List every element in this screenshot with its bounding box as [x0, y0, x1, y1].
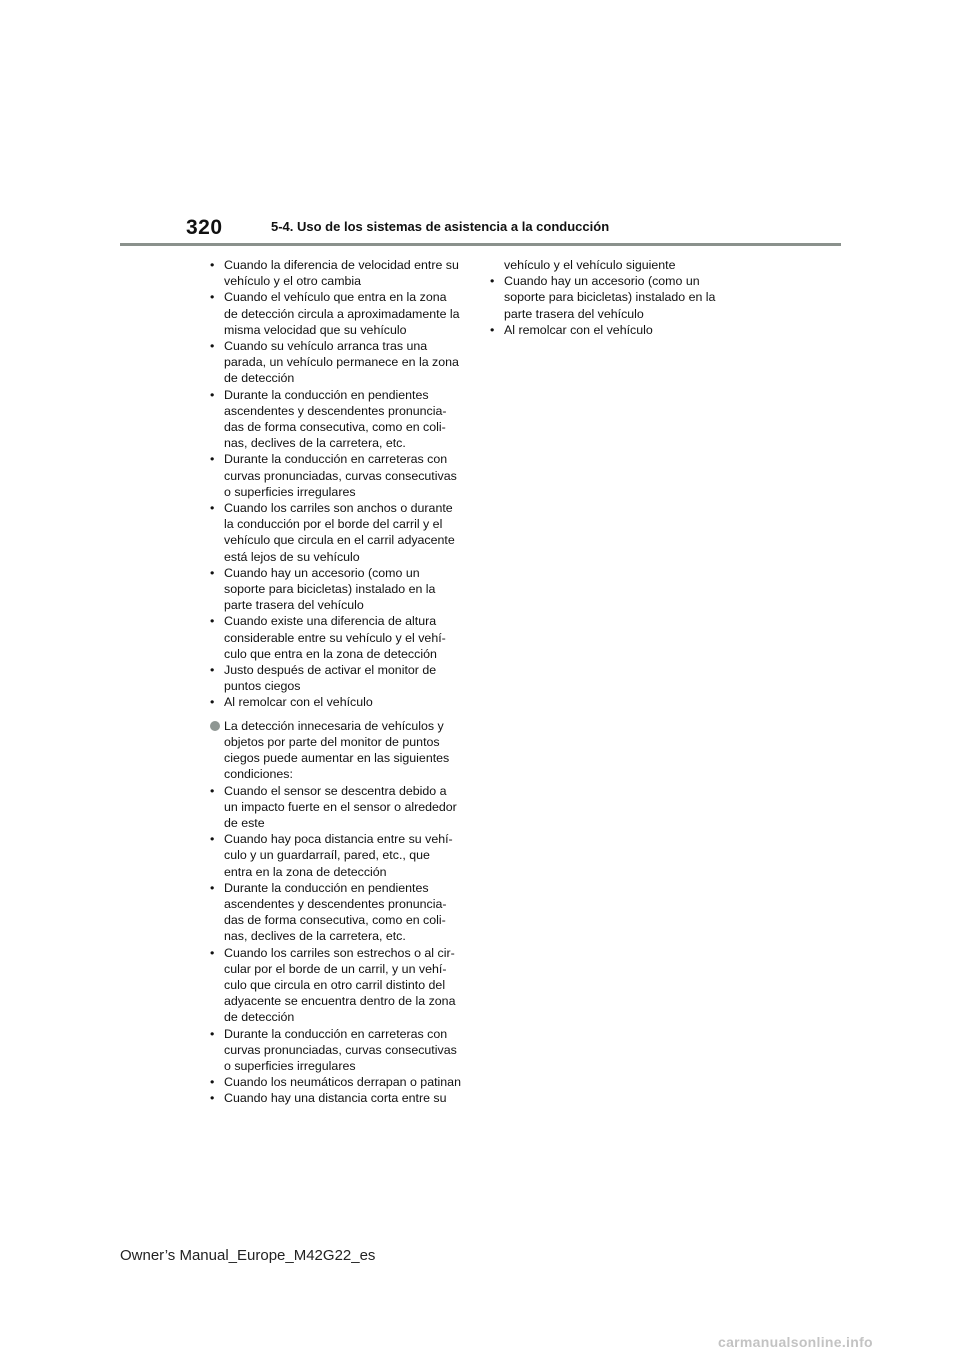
text-line: parte trasera del vehículo: [224, 598, 364, 613]
text-line: Cuando hay una distancia corta entre su: [224, 1091, 447, 1106]
list-item: [210, 451, 472, 500]
text-line: nas, declives de la carretera, etc.: [224, 436, 406, 451]
bullet-icon: •: [490, 322, 495, 337]
text-line: das de forma consecutiva, como en coli-: [224, 913, 446, 928]
text-line: cular por el borde de un carril, y un vehí-: [224, 961, 447, 976]
text-line: condiciones:: [224, 767, 293, 782]
left-column: [210, 257, 472, 1107]
text-line: Durante la conducción en pendientes: [224, 387, 429, 402]
text-line: objetos por parte del monitor de puntos: [224, 734, 440, 749]
text-line: parada, un vehículo permanece en la zona: [224, 355, 459, 370]
text-line: Cuando el vehículo que entra en la zona: [224, 290, 447, 305]
text-line: Al remolcar con el vehículo: [224, 695, 373, 710]
text-line: de detección circula a aproximadamente la: [224, 306, 460, 321]
list-item: [210, 613, 472, 662]
bullet-icon: •: [210, 880, 215, 895]
text-line: culo y un guardarraíl, pared, etc., que: [224, 848, 430, 863]
bullet-icon: •: [210, 290, 215, 305]
text-line: Cuando hay un accesorio (como un: [224, 565, 420, 580]
section-title: 5-4. Uso de los sistemas de asistencia a la conducción: [271, 219, 610, 234]
text-line: parte trasera del vehículo: [504, 306, 644, 321]
bullet-icon: •: [210, 614, 215, 629]
bullet-icon: •: [210, 783, 215, 798]
text-line: puntos ciegos: [224, 679, 301, 694]
list-item: [210, 1026, 472, 1075]
list-item: [210, 1074, 472, 1090]
list-item: [210, 945, 472, 1026]
list-item: [210, 694, 472, 710]
right-column: [490, 257, 752, 338]
text-line: soporte para bicicletas) instalado en la: [504, 290, 716, 305]
text-line: Cuando existe una diferencia de altura: [224, 614, 437, 629]
text-line: Cuando hay un accesorio (como un: [504, 274, 700, 289]
text-line: curvas pronunciadas, curvas consecutivas: [224, 1042, 457, 1057]
text-line: Durante la conducción en pendientes: [224, 880, 429, 895]
bullet-list: [210, 783, 472, 1107]
list-item: [210, 500, 472, 565]
text-line: La detección innecesaria de vehículos y: [224, 718, 444, 733]
text-line: Cuando los carriles son anchos o durante: [224, 501, 453, 516]
bullet-icon: •: [210, 695, 215, 710]
text-line: está lejos de su vehículo: [224, 549, 360, 564]
text-line: culo que entra en la zona de detección: [224, 646, 437, 661]
text-line: Durante la conducción en carreteras con: [224, 1026, 448, 1041]
intro-text: [224, 718, 472, 783]
text-line: culo que circula en otro carril distinto del: [224, 977, 446, 992]
list-item: [210, 565, 472, 614]
text-line: das de forma consecutiva, como en coli-: [224, 420, 446, 435]
text-line: de detección: [224, 371, 295, 386]
list-item: [210, 387, 472, 452]
text-line: vehículo y el otro cambia: [224, 274, 362, 289]
bullet-icon: •: [210, 258, 215, 272]
text-line: Cuando hay poca distancia entre su vehí-: [224, 832, 453, 847]
bullet-icon: •: [210, 663, 215, 678]
list-item: [490, 322, 752, 338]
text-line: ciegos puede aumentar en las siguientes: [224, 751, 450, 766]
circle-bullet-icon: [210, 721, 220, 731]
list-item: [210, 1090, 472, 1106]
text-line: adyacente se encuentra dentro de la zona: [224, 994, 456, 1009]
text-line: considerable entre su vehículo y el vehí-: [224, 630, 446, 645]
bullet-icon: •: [210, 387, 215, 402]
text-line: misma velocidad que su vehículo: [224, 322, 407, 337]
text-line: de detección: [224, 1010, 295, 1025]
bullet-icon: •: [210, 452, 215, 467]
intro-paragraph: [210, 718, 472, 783]
text-line: Al remolcar con el vehículo: [504, 322, 653, 337]
text-line: Cuando los neumáticos derrapan o patinan: [224, 1075, 461, 1090]
text-line: la conducción por el borde del carril y el: [224, 517, 443, 532]
text-line: vehículo y el vehículo siguiente: [504, 258, 676, 272]
list-item: [210, 662, 472, 694]
list-item: [210, 783, 472, 832]
bullet-list: [490, 273, 752, 338]
text-line: Cuando el sensor se descentra debido a: [224, 783, 447, 798]
list-item: [210, 338, 472, 387]
text-line: ascendentes y descendentes pronuncia-: [224, 403, 447, 418]
bullet-icon: •: [210, 945, 215, 960]
bullet-icon: •: [210, 1026, 215, 1041]
watermark-text: carmanualsonline.info: [718, 1334, 873, 1350]
list-item: [490, 273, 752, 322]
header-divider: [120, 243, 841, 246]
text-line: un impacto fuerte en el sensor o alrededor: [224, 799, 457, 814]
text-line: vehículo que circula en el carril adyacente: [224, 533, 455, 548]
text-line: Cuando su vehículo arranca tras una: [224, 339, 428, 354]
bullet-icon: •: [210, 1091, 215, 1106]
bullet-icon: •: [210, 501, 215, 516]
bullet-icon: •: [210, 1075, 215, 1090]
text-line: curvas pronunciadas, curvas consecutivas: [224, 468, 457, 483]
text-line: ascendentes y descendentes pronuncia-: [224, 896, 447, 911]
text-line: de este: [224, 815, 265, 830]
list-item: [210, 831, 472, 880]
text-line: Durante la conducción en carreteras con: [224, 452, 448, 467]
continued-text: [490, 257, 752, 273]
list-item: [210, 880, 472, 945]
text-line: Cuando la diferencia de velocidad entre su: [224, 258, 459, 272]
text-line: o superficies irregulares: [224, 1058, 356, 1073]
list-item: [210, 289, 472, 338]
text-line: nas, declives de la carretera, etc.: [224, 929, 406, 944]
bullet-icon: •: [210, 565, 215, 580]
footer-text: Owner’s Manual_Europe_M42G22_es: [120, 1247, 376, 1264]
bullet-icon: •: [210, 339, 215, 354]
bullet-icon: •: [490, 274, 495, 289]
bullet-list: [210, 257, 472, 711]
text-line: Justo después de activar el monitor de: [224, 663, 437, 678]
bullet-icon: •: [210, 832, 215, 847]
text-line: entra en la zona de detección: [224, 864, 387, 879]
list-item: [210, 257, 472, 289]
text-line: soporte para bicicletas) instalado en la: [224, 582, 436, 597]
text-line: Cuando los carriles son estrechos o al cir-: [224, 945, 455, 960]
text-line: o superficies irregulares: [224, 484, 356, 499]
page-number: 320: [186, 216, 223, 239]
